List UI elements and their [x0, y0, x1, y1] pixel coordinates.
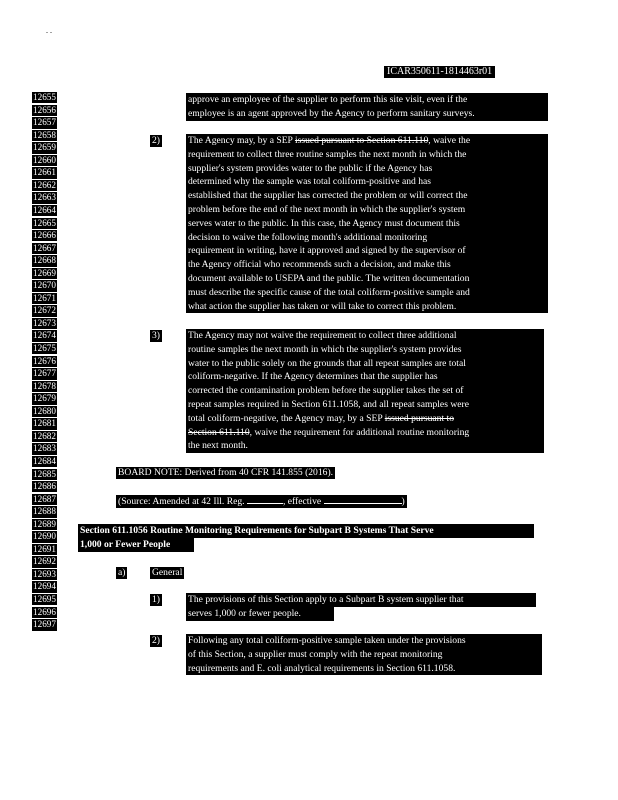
line-number: 12673: [33, 317, 56, 328]
line-number: 12664: [33, 204, 56, 215]
line-number: 12684: [33, 455, 56, 466]
line-number: 12675: [33, 343, 56, 353]
line-number: 12669: [33, 267, 56, 278]
line-number: 12686: [33, 481, 56, 492]
scan-dots: . .: [46, 26, 52, 35]
line-number: 12689: [33, 518, 56, 529]
line-number: 12674: [33, 330, 56, 341]
line-number: 12688: [33, 506, 56, 517]
document-code: ICAR350611-1814463r01: [384, 66, 495, 78]
line-number: 12670: [33, 280, 56, 291]
line-number: 12697: [33, 619, 56, 630]
line-number: 12655: [33, 92, 56, 102]
source-note: (Source: Amended at 42 Ill. Reg. , effective ): [118, 496, 405, 507]
line-number: 12681: [33, 418, 56, 429]
line-number: 12676: [33, 355, 56, 366]
line-number: 12656: [33, 104, 56, 115]
line-number: 12678: [33, 380, 56, 391]
line-number: 12694: [33, 581, 56, 592]
line-number: 12687: [33, 493, 56, 504]
line-number: 12692: [33, 556, 56, 567]
line-number: 12661: [33, 167, 56, 178]
item-1: The provisions of this Section apply to a Subpart B system supplier that serves 1,000 or fewer people.: [186, 593, 536, 621]
line-number: 12666: [33, 230, 56, 241]
item-marker-2: 2): [152, 635, 160, 646]
line-number: 12693: [33, 568, 56, 579]
line-number: 12662: [33, 179, 56, 190]
line-number: 12663: [33, 192, 56, 203]
line-number: 12679: [33, 393, 56, 404]
paragraph-marker-3: 3): [152, 330, 160, 341]
line-number: 12682: [33, 430, 56, 441]
line-number: 12671: [33, 292, 56, 303]
line-number: 12680: [33, 405, 56, 416]
section-heading: Section 611.1056 Routine Monitoring Requirements for Subpart B Systems That Serve 1,000 or Fewer People: [78, 524, 534, 552]
line-number: 12691: [33, 543, 56, 554]
paragraph-continuation: approve an employee of the supplier to perform this site visit, even if the employee is an agent approved by the Agency to perform sanitary surveys.: [186, 93, 548, 121]
line-number: 12696: [33, 606, 56, 617]
line-number: 12677: [33, 368, 56, 379]
item-2: Following any total coliform-positive sample taken under the provisions of this Section, a supplier must comply with the repeat monitoring requirements and E. coli analytical requirements in Section 611.1058.: [186, 634, 542, 675]
line-number: 12672: [33, 305, 56, 316]
paragraph-3: The Agency may not waive the requirement to collect three additional routine samples the next month in which the supplier's system provides water to the public solely on the grounds that all repeat samples are total coliform-negative. If the Agency determines that the supplier has corrected the contamination problem before the supplier takes the set of repeat samples required in Section 611.1058, and all repeat samples were total coliform-negative, the Agency may, by a SEP issued pursuant to Section 611.110, waive the requirement for additional routine monitoring the next month.: [186, 329, 544, 453]
line-number: 12690: [33, 531, 56, 542]
subsection-title: General: [152, 567, 183, 578]
board-note: BOARD NOTE: Derived from 40 CFR 141.855 (2016).: [118, 467, 334, 478]
line-number: 12657: [33, 117, 56, 128]
paragraph-marker-2: 2): [152, 135, 160, 146]
paragraph-2: The Agency may, by a SEP issued pursuant to Section 611.110, waive the requirement to collect three routine samples the next month in which the supplier's system provides water to the public if the Agency has determined why the sample was total coliform-positive and has established that the supplier has corrected the problem or will correct the problem before the end of the next month in which the supplier's system serves water to the public. In this case, the Agency must document this decision to waive the following month's additional monitoring requirement in writing, have it approved and signed by the supervisor of the Agency official who recommends such a decision, and make this document available to USEPA and the public. The written documentation must describe the specific cause of the total coliform-positive sample and what action the supplier has taken or will take to correct this problem.: [186, 134, 548, 313]
line-number: 12668: [33, 255, 56, 266]
line-number: 12685: [33, 468, 56, 479]
subsection-marker-a: a): [118, 567, 126, 578]
line-number: 12695: [33, 594, 56, 604]
line-number: 12667: [33, 242, 56, 253]
item-marker-1: 1): [152, 594, 160, 605]
line-number: 12683: [33, 443, 56, 454]
line-number: 12660: [33, 154, 56, 165]
line-number: 12658: [33, 129, 56, 140]
line-number: 12659: [33, 142, 56, 153]
line-number: 12665: [33, 217, 56, 228]
